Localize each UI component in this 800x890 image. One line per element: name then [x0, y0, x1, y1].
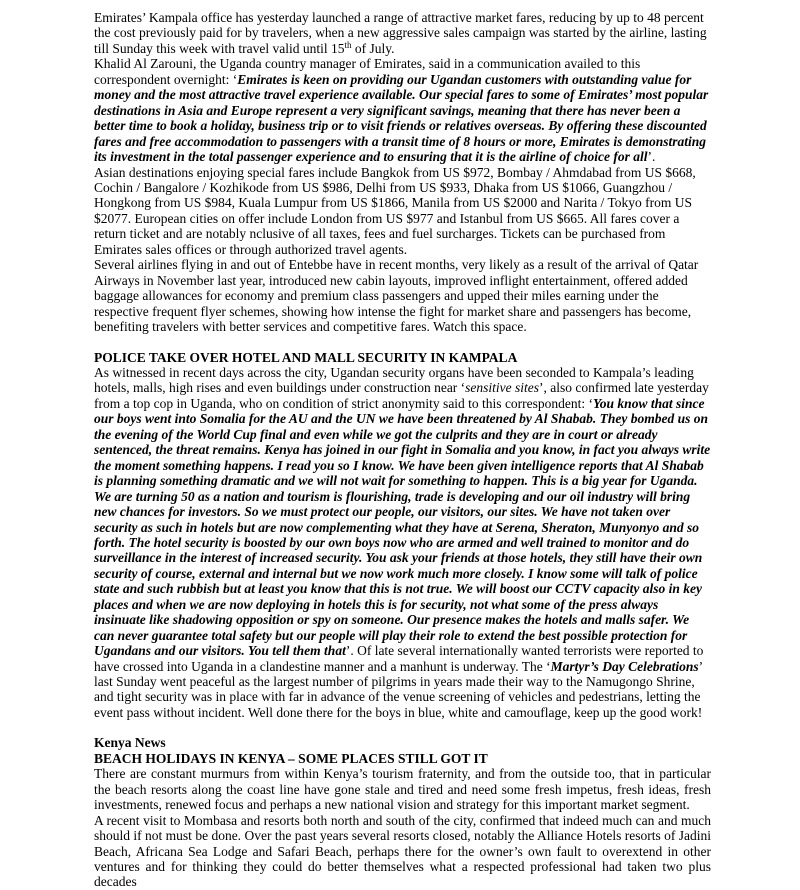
text-segment: Khalid Al Zarouni, the Uganda country manager of Emirates, said in a communication availed to this correspondent overnight: ‘: [94, 56, 641, 87]
emirates-paragraph-2: [94, 56, 711, 164]
police-paragraph-1: [94, 365, 711, 720]
emirates-paragraph-1: [94, 10, 711, 56]
text-segment: ’ last Sunday went peaceful as the largest number of pilgrims in years made their way to the Namugongo Shrine, and tight security was in place with far in advance of the venue screening of vehicles and pedestrians, letting the event pass without incident. Well done there for the boys in blue, white and camouflage, keep up the good work!: [94, 658, 703, 720]
kenya-article-heading: BEACH HOLIDAYS IN KENYA – SOME PLACES STILL GOT IT: [94, 750, 488, 766]
text-segment: As witnessed in recent days across the city, Ugandan security organs have been seconded to Kampala’s leading hotels, malls, high rises and even buildings under construction near ‘: [94, 364, 694, 396]
text-segment: ’. Of late several internationally wanted terrorists were reported to have crossed into Uganda in a clandestine manner and a manhunt is underway. The ‘: [94, 643, 704, 674]
police-quote: You know that since our boys went into Somalia for the AU and the UN we have been threatened by Al Shabab. They bombed us on the evening of the World Cup final and even while we got the culprits and they are in court or already sentenced, the threat remains. Kenya has joined in our fight in Somalia and you know, in fact you always write the moment something happens. I read you so I know. We have been given intelligence reports that Al Shabab is planning something dramatic and we will not wait for something to happen. This is a big year for Uganda. We are turning 50 as a nation and tourism is flourishing, trade is developing and our oil industry will bring new chances for investors. So we must protect our people, our visitors, our sites. We have not taken over security as such in hotels but are now complementing what they have at Serena, Sheraton, Munyonyo and so forth. The hotel security is boosted by our own boys now who are armed and well trained to monitor and do surveillance in the interest of increased security. You ask your friends at those hotels, they still have their own security of course, external and internal but we now work much more closely. I know some will talk of police state and such rubbish but at least you know that this is not true. We will boost our CCTV capacity also in key places and when we are now deploying in hotels this is for security, not what some of the press always insinuate like shadowing opposition or spy on someone. Our presence makes the hotels and malls safer. We can never guarantee total safety but our people will play their role to extend the best possible protection for Ugandans and our visitors. You tell them that: [94, 395, 711, 659]
emirates-paragraph-4: Several airlines flying in and out of Entebbe have in recent months, very likely as a result of the arrival of Qatar Airways in November last year, introduced new cabin layouts, improved inflight entertainment, offered added baggage allowances for economy and premium class passengers and upped their miles earning under the respective frequent flyer schemes, showing how intense the fight for market share and passengers has become, benefiting travelers with better services and competitive fares. Watch this space.: [94, 257, 699, 335]
italic-phrase: sensitive sites: [465, 380, 540, 396]
kenya-paragraph-1: There are constant murmurs from within Kenya’s tourism fraternity, and from the outside too, that in particular the beach resorts along the coast line have gone stale and tired and need some fresh impetus, fresh ideas, fresh investments, renewed focus and perhaps a new national vision and strategy for this important market segment.: [94, 766, 711, 813]
text-segment: Emirates’ Kampala office has yesterday launched a range of attractive market fares, reducing by up to 48 percent the cost previously paid for by travelers, when a new aggressive sales campaign was started by the airline, lasting till Sunday this week with travel valid until 15: [94, 10, 707, 56]
police-article-heading: POLICE TAKE OVER HOTEL AND MALL SECURITY IN KAMPALA: [94, 349, 518, 365]
section-label: Kenya News: [94, 735, 166, 751]
kenya-paragraph-2: A recent visit to Mombasa and resorts both north and south of the city, confirmed that indeed much can and much should if not must be done. Over the past years several resorts closed, notably the Alliance Hotels resorts of Jadini Beach, Africana Sea Lodge and Safari Beach, perhaps there for the owner’s own fault to overextend in other ventures and for thinking they could do better themselves what a respected professional had taken two plus decades: [94, 812, 711, 890]
spacer: [94, 720, 711, 735]
spacer: [94, 335, 711, 350]
emirates-paragraph-3: Asian destinations enjoying special fares include Bangkok from US $972, Bombay / Ahmdabad from US $668, Cochin / Bangalore / Kozhikode from US $986, Delhi from US $933, Dhaka from US $1066, Guangzhou / Hongkong from US $984, Kuala Lumpur from US $1866, Manila from US $2000 and Narita / Tokyo from US $2077. European cities on offer include London from US $977 and Istanbul from US $665. All fares cover a return ticket and are notably nclusive of all taxes, fees and fuel surcharges. Tickets can be purchased from Emirates sales offices or through authorized travel agents.: [94, 164, 696, 257]
superscript: th: [344, 39, 352, 50]
text-segment: of July.: [351, 40, 395, 56]
text-segment: ’.: [647, 149, 656, 165]
event-name: Martyr’s Day Celebrations: [550, 658, 699, 674]
text-segment: ’, also confirmed late yesterday from a top cop in Uganda, who on condition of strict anonymity said to this correspondent: ‘: [94, 380, 709, 411]
emirates-quote: Emirates is keen on providing our Ugandan customers with outstanding value for money and the most attractive travel experience available. Our special fares to some of Emirates’ most popular destinations in Asia and Europe represent a very significant savings, meaning that there has never been a better time to book a holiday, business trip or to visit friends or relatives overseas. By offering these discounted fares and free accommodation to passengers with a transit time of 8 hours or more, Emirates is demonstrating its investment in the total passenger experience and to ensuring that it is the airline of choice for all: [94, 71, 709, 165]
